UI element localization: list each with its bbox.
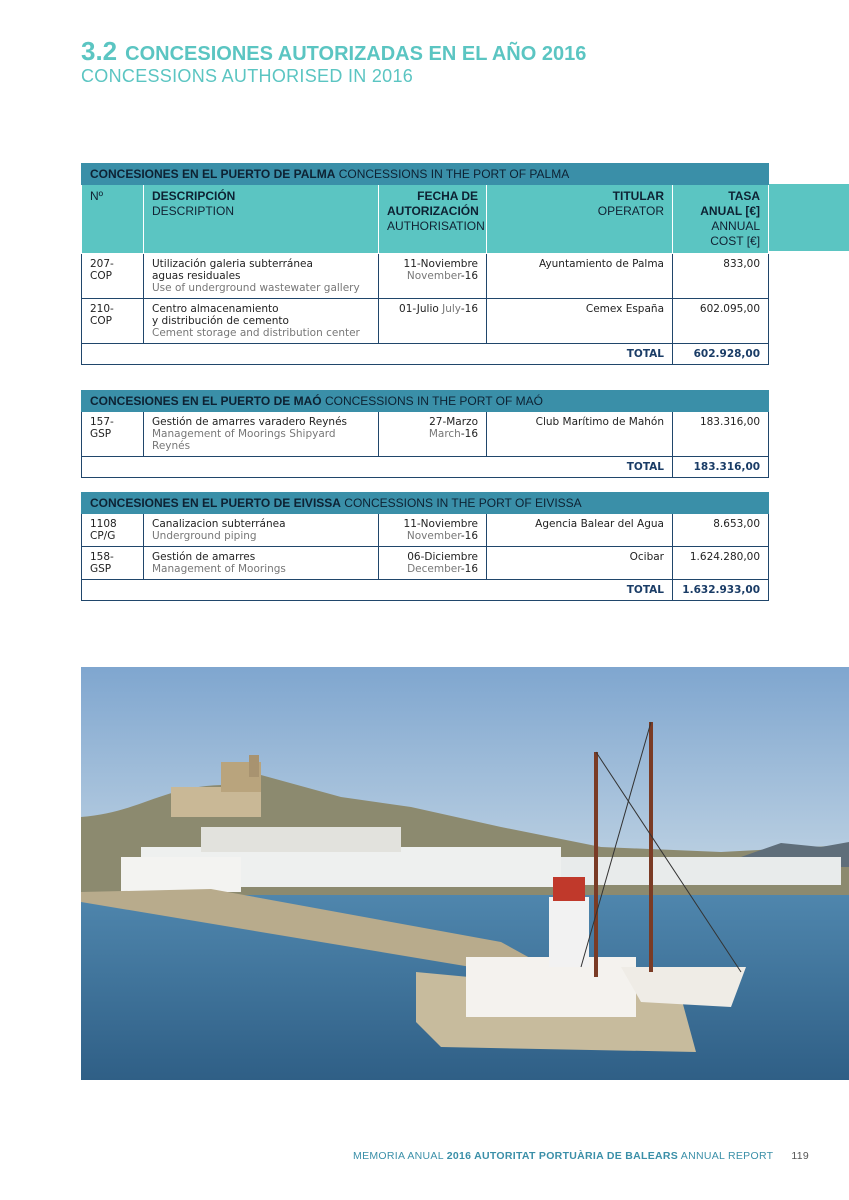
row-operator: Agencia Balear del Agua: [487, 514, 673, 547]
row-num: 1108 CP/G: [82, 514, 144, 547]
col-date-es-1: FECHA DE: [417, 189, 478, 203]
eivissa-concessions-table: [81, 492, 769, 601]
heading-en: CONCESSIONS AUTHORISED IN 2016: [81, 66, 414, 86]
eivissa-total-value: 1.632.933,00: [673, 580, 769, 601]
col-fee-es-1: TASA: [728, 189, 761, 203]
lighthouse-tower: [549, 897, 589, 967]
row-operator: Ayuntamiento de Palma: [487, 254, 673, 299]
heading-title-es: CONCESIONES AUTORIZADAS EN EL AÑO 2016: [125, 43, 587, 65]
row-description: Centro almacenamiento y distribución de cemento Cement storage and distribution center: [144, 299, 379, 344]
eivissa-total-row: [82, 580, 769, 601]
row-fee: 833,00: [673, 254, 769, 299]
row-date: 06-Diciembre December-16: [379, 547, 487, 580]
table-row: [82, 299, 769, 344]
total-label: TOTAL: [82, 580, 673, 601]
row-description: Gestión de amarres Management of Moorings: [144, 547, 379, 580]
row-fee: 1.624.280,00: [673, 547, 769, 580]
col-fee-es-2: ANUAL [€]: [700, 204, 761, 218]
row-num: 207-COP: [82, 254, 144, 299]
page-footer: [353, 1150, 809, 1162]
row-num: 158-GSP: [82, 547, 144, 580]
heading-es: [81, 38, 586, 64]
col-owner-es: TITULAR: [612, 189, 664, 203]
row-fee: 183.316,00: [673, 412, 769, 457]
row-operator: Cemex España: [487, 299, 673, 344]
col-desc-en: DESCRIPTION: [152, 204, 235, 218]
table-row: [82, 547, 769, 580]
palma-total-value: 602.928,00: [673, 344, 769, 365]
col-num: Nº: [90, 189, 104, 203]
total-label: TOTAL: [82, 344, 673, 365]
col-owner-en: OPERATOR: [597, 204, 664, 218]
row-fee: 8.653,00: [673, 514, 769, 547]
row-operator: Club Marítimo de Mahón: [487, 412, 673, 457]
mao-table-title: CONCESIONES EN EL PUERTO DE MAÓ CONCESSIONS IN THE PORT OF MAÓ: [82, 391, 769, 412]
row-date: 01-Julio July-16: [379, 299, 487, 344]
col-fee-en-2: COST [€]: [710, 234, 761, 248]
table-row: [82, 514, 769, 547]
col-fee-en-1: ANNUAL: [711, 219, 761, 233]
col-date-es-2: AUTORIZACIÓN: [387, 204, 479, 218]
page-heading: [81, 38, 586, 85]
row-description: Utilización galeria subterránea aguas residuales Use of underground wastewater gallery: [144, 254, 379, 299]
row-date: 11-Noviembre November-16: [379, 254, 487, 299]
lighthouse-lamp: [553, 877, 585, 901]
mao-total-row: [82, 457, 769, 478]
row-num: 210-COP: [82, 299, 144, 344]
palma-table-title: CONCESIONES EN EL PUERTO DE PALMA CONCESSIONS IN THE PORT OF PALMA: [82, 164, 769, 185]
mao-concessions-table: [81, 390, 769, 478]
palma-concessions-table: [81, 163, 769, 365]
row-date: 11-Noviembre November-16: [379, 514, 487, 547]
palma-column-headers: [82, 185, 769, 254]
row-fee: 602.095,00: [673, 299, 769, 344]
footer-pre: MEMORIA ANUAL: [353, 1150, 447, 1162]
row-description: Canalizacion subterránea Underground piping: [144, 514, 379, 547]
eivissa-table-title: CONCESIONES EN EL PUERTO DE EIVISSA CONCESSIONS IN THE PORT OF EIVISSA: [82, 493, 769, 514]
row-date: 27-Marzo March-16: [379, 412, 487, 457]
palma-total-row: [82, 344, 769, 365]
row-num: 157-GSP: [82, 412, 144, 457]
page-number: 119: [791, 1150, 809, 1162]
harbor-photo: [81, 667, 849, 1080]
footer-bold: 2016 AUTORITAT PORTUÀRIA DE BALEARS: [446, 1150, 679, 1162]
table-row: [82, 412, 769, 457]
row-operator: Ocibar: [487, 547, 673, 580]
header-band-extension: [767, 184, 849, 251]
col-date-en: AUTHORISATION: [387, 219, 485, 233]
table-row: [82, 254, 769, 299]
total-label: TOTAL: [82, 457, 673, 478]
footer-post: ANNUAL REPORT: [678, 1150, 774, 1162]
col-desc-es: DESCRIPCIÓN: [152, 189, 236, 203]
row-description: Gestión de amarres varadero Reynés Management of Moorings Shipyard Reynés: [144, 412, 379, 457]
section-number: 3.2: [81, 36, 118, 66]
eivissa-harbor-illustration: [81, 667, 849, 1080]
mao-total-value: 183.316,00: [673, 457, 769, 478]
